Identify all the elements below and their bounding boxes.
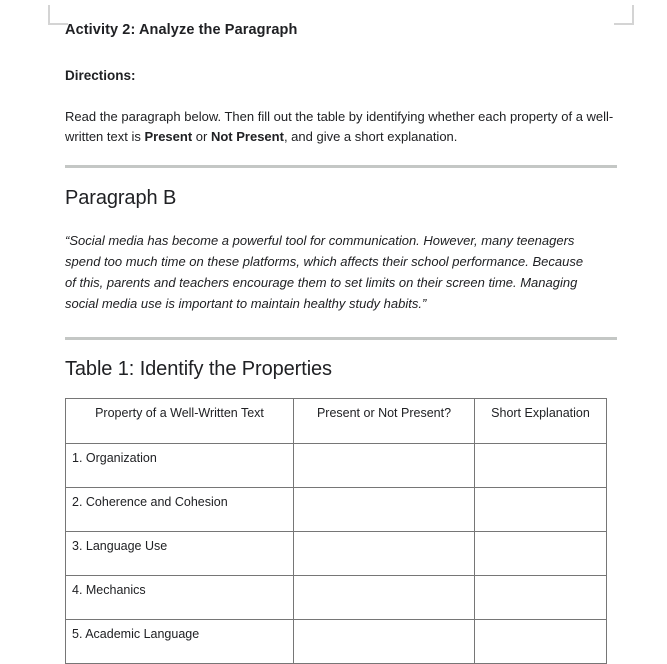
directions-text-part-3: , and give a short explanation. [283,128,458,144]
cell-present-answer[interactable] [294,576,475,620]
cell-explanation-answer[interactable] [475,576,607,620]
table-header-row [66,399,607,444]
column-header-explanation: Short Explanation [475,399,607,444]
directions-text-part-1: Read the paragraph below. Then fill out the table by identifying whether each property of a well-written text is [65,108,614,144]
paragraph-body: “Social media has become a powerful tool for communication. However, many teenagers spend too much time on these platforms, which affects their school performance. Because of this, parents and teachers encourage them to set limits on their screen time. Managing social media use is important to maintain healthy study habits.” [65,233,584,312]
cell-explanation-answer[interactable] [475,488,607,532]
cell-property: 4. Mechanics [66,576,294,620]
cell-property: 1. Organization [66,444,294,488]
cell-present-answer[interactable] [294,444,475,488]
table-row [66,620,607,664]
table-row [66,444,607,488]
table-row [66,532,607,576]
table-row [66,488,607,532]
table-heading: Table 1: Identify the Properties [65,358,332,381]
cell-property: 3. Language Use [66,532,294,576]
document-content [65,0,617,664]
activity-title: Activity 2: Analyze the Paragraph [65,22,298,38]
cell-explanation-answer[interactable] [475,444,607,488]
column-header-property: Property of a Well-Written Text [66,399,294,444]
directions-text-part-2: or [192,128,211,144]
directions-label: Directions: [65,67,136,83]
cell-present-answer[interactable] [294,620,475,664]
cell-present-answer[interactable] [294,488,475,532]
cell-present-answer[interactable] [294,532,475,576]
cell-property: 2. Coherence and Cohesion [66,488,294,532]
cell-explanation-answer[interactable] [475,532,607,576]
table-header [66,399,607,444]
directions-bold-not-present: Not Present [210,128,284,144]
directions-bold-present: Present [144,128,193,144]
directions-body [65,85,617,147]
crop-mark-top-right-icon [614,5,634,25]
paragraph-heading: Paragraph B [65,187,177,210]
cell-explanation-answer[interactable] [475,620,607,664]
table-body [66,444,607,664]
column-header-present: Present or Not Present? [294,399,475,444]
cell-property: 5. Academic Language [66,620,294,664]
properties-table [65,398,607,664]
table-row [66,576,607,620]
